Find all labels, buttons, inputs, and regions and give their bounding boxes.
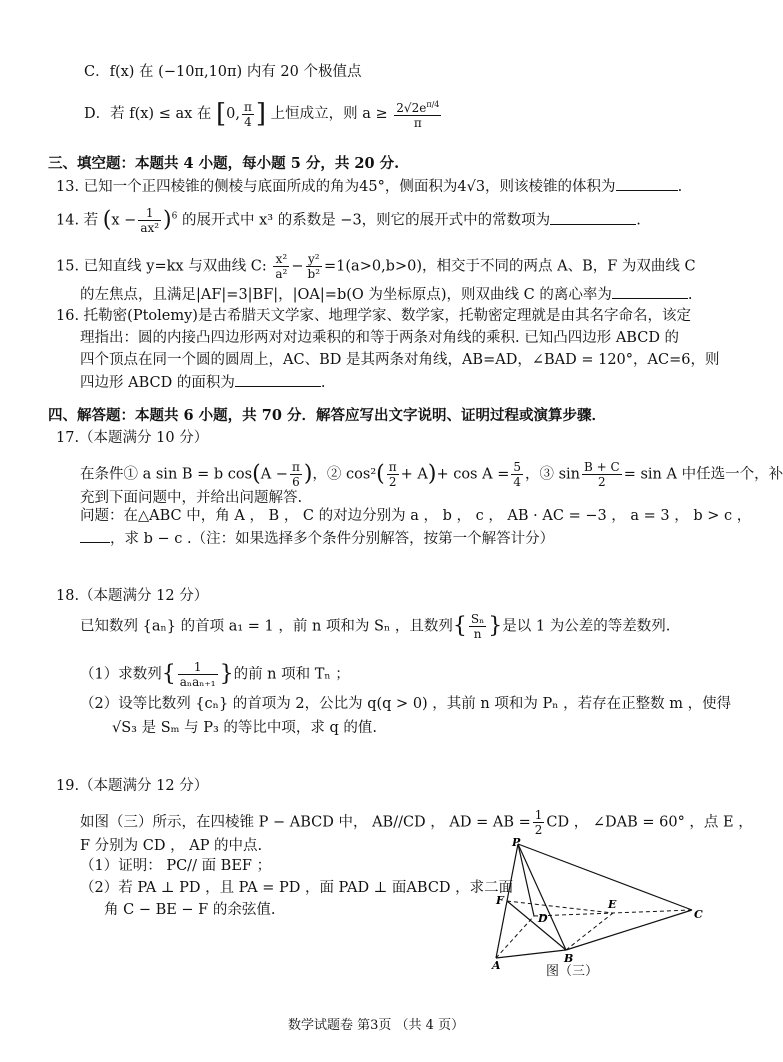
- q18-part2-line2: √S₃ 是 Sₘ 与 P₃ 的等比中项，求 q 的值.: [112, 720, 378, 736]
- q17-line3: 问题：在△ABC 中，角 A ， B ， C 的对边分别为 a ， b ， c ， AB · AC = −3 ， a = 3 ， b > c ，: [80, 508, 752, 524]
- question-15-line1: [56, 252, 696, 281]
- label-P: P: [512, 836, 521, 849]
- q17-cond2: ，② cos²: [312, 466, 377, 483]
- frac-d-answer: $\frac{2√2e^{\pi/4}}{\pi}$: [396, 100, 440, 130]
- frac-1-2: $\frac{1}{2}$: [534, 808, 543, 837]
- a-minus: A −: [260, 466, 288, 483]
- bracket-open: [: [216, 99, 227, 129]
- q19-part1: （1）证明： PC// 面 BEF ；: [80, 858, 272, 874]
- q16-line2: 理指出：圆的内接凸四边形两对对边乘积的和等于两条对角线的乘积. 已知凸四边形 ABCD 的: [80, 330, 680, 346]
- q17-line4: [80, 528, 554, 549]
- q19-line1: [80, 808, 753, 837]
- q17-cond1: 在条件① a sin B = b cos: [80, 466, 253, 483]
- brace-close: }: [219, 661, 234, 687]
- frac-1-anan1: $\frac{1}{\text{aₙaₙ₊₁}}$: [179, 660, 216, 689]
- edge-PD: [518, 844, 534, 916]
- label-C: C: [694, 908, 703, 921]
- brace-open: {: [452, 613, 467, 639]
- label-D: D: [538, 912, 548, 925]
- paren-open: (: [102, 207, 112, 233]
- q17-cond3: ，③ sin: [524, 466, 581, 483]
- frac-1-ax2: $\frac{1}{\text{ax²}}$: [140, 206, 160, 235]
- frac-pi-2: $\frac{\pi}{2}$: [388, 460, 397, 489]
- q14-prefix: 14. 若: [56, 212, 99, 229]
- q14-answer-blank[interactable]: [550, 210, 636, 225]
- bracket-close: ]: [255, 99, 267, 129]
- q16-line4: 四边形 ABCD 的面积为 .: [80, 372, 325, 393]
- frac-pi-6: $\frac{\pi}{6}$: [291, 460, 300, 489]
- q17-conditions: [80, 460, 783, 489]
- label-F: F: [496, 894, 504, 907]
- edge-AB: [496, 950, 566, 958]
- q15-part-a: 15. 已知直线 y=kx 与双曲线 C:: [56, 258, 267, 275]
- figure-caption: 图（三）: [546, 964, 599, 979]
- q17-condition-blank[interactable]: [80, 528, 110, 543]
- paren-open: (: [376, 461, 385, 487]
- q19-given-b: CD ， ∠DAB = 60° ，点 E ，: [546, 814, 753, 831]
- frac-5-4: $\frac{5}{4}$: [513, 460, 521, 489]
- q18-given: 已知数列 {aₙ} 的首项 a₁ = 1 ，前 n 项和为 Sₙ ，且数列: [80, 618, 453, 635]
- minus-sign: −: [291, 258, 304, 275]
- q17-cond3b: = sin A 中任选一个，补: [623, 466, 783, 483]
- q16-line1: 16. 托勒密(Ptolemy)是古希腊天文学家、地理学家、数学家，托勒密定理就是由其名字命名，该定: [56, 308, 691, 324]
- label-E: E: [608, 898, 617, 911]
- q19-given-a: 如图（三）所示，在四棱锥 P − ABCD 中， AB//CD ， AD = AB =: [80, 814, 531, 831]
- question-14: 14. 若 (x − $\frac{1}{\text{ax²}}$ )$^6$ 的展开式中 x³ 的系数是 −3，则它的展开式中的常数项为 .: [56, 206, 641, 235]
- page-footer: 数学试题卷 第3页 （共 4 页）: [288, 1018, 465, 1033]
- q15-answer-blank[interactable]: [612, 284, 688, 299]
- option-d-prefix: D．若 f(x) ≤ ax 在: [84, 106, 212, 122]
- q17-heading: 17.（本题满分 10 分）: [56, 430, 209, 446]
- option-c: C．f(x) 在 (−10π,10π) 内有 20 个极值点: [84, 64, 362, 80]
- question-15-line2: 的左焦点，且满足|AF|=3|BF|，|OA|=b(O 为坐标原点)，则双曲线 C 的离心率为 .: [80, 284, 692, 305]
- edge-FB: [507, 901, 566, 950]
- q14-suffix: 的展开式中 x³ 的系数是 −3，则它的展开式中的常数项为: [181, 212, 551, 229]
- q18-part2-line1: （2）设等比数列 {cₙ} 的首项为 2，公比为 q(q > 0) ，其前 n 项和为 Pₙ ，若存在正整数 m ，使得: [80, 696, 732, 712]
- q15-part-c: 的左焦点，且满足|AF|=3|BF|，|OA|=b(O 为坐标原点)，则双曲线 C 的离心率为: [80, 287, 612, 303]
- q13-answer-blank[interactable]: [616, 176, 678, 191]
- paren-close: ): [163, 207, 172, 233]
- q18-given-b: 是以 1 为公差的等差数列.: [502, 618, 671, 635]
- label-A: A: [492, 959, 501, 972]
- option-d: [84, 98, 443, 130]
- q18-line1: [80, 612, 670, 641]
- interval-zero: 0,: [226, 106, 241, 122]
- edge-BC: [566, 910, 692, 950]
- brace-open: {: [161, 661, 176, 687]
- q18-heading: 18.（本题满分 12 分）: [56, 588, 209, 604]
- frac-y2-b2: $\frac{\text{y²}}{\text{b²}}$: [307, 252, 321, 281]
- q16-text: 四边形 ABCD 的面积为: [80, 375, 235, 391]
- paren-close: ): [427, 461, 437, 487]
- plus-a: + A: [400, 466, 428, 483]
- q18-part1-b: 的前 n 项和 Tₙ ；: [233, 666, 350, 683]
- question-13: 13. 已知一个正四棱锥的侧棱与底面所成的角为45°，侧面积为4√3，则该棱锥的体积为 .: [56, 176, 682, 197]
- q16-line3: 四个顶点在同一个圆的圆周上，AC、BD 是其两条对角线，AB=AD，∠BAD = 120°，AC=6，则: [80, 352, 720, 368]
- frac-bc-2: $\frac{B + C}{2}$: [584, 460, 620, 489]
- q19-part2-line2: 角 C − BE − F 的余弦值.: [104, 902, 276, 918]
- option-d-middle: 上恒成立，则 a ≥: [270, 106, 388, 122]
- q13-text: 13. 已知一个正四棱锥的侧棱与底面所成的角为45°，侧面积为4√3，则该棱锥的体积为: [56, 179, 616, 195]
- q17-cond2b: + cos A =: [436, 466, 510, 483]
- brace-close: }: [488, 613, 503, 639]
- edge-AD: [496, 916, 534, 958]
- edge-FE: [507, 901, 613, 913]
- q19-line2: F 分别为 CD ， AP 的中点.: [80, 838, 263, 854]
- frac-sn-n: $\frac{\text{Sₙ}}{n}$: [470, 612, 485, 641]
- edge-PC: [518, 844, 692, 910]
- q15-part-b: =1(a>0,b>0)，相交于不同的两点 A、B，F 为双曲线 C: [324, 258, 696, 275]
- q18-part1-a: （1）求数列: [80, 666, 162, 683]
- paren-close: ): [303, 461, 313, 487]
- section-3-heading: 三、填空题：本题共 4 小题，每小题 5 分，共 20 分.: [48, 155, 400, 172]
- frac-pi-4: $\frac{\pi}{4}$: [244, 99, 252, 129]
- pyramid-figure: [486, 836, 708, 972]
- q17-line2: 充到下面问题中，并给出问题解答.: [80, 490, 303, 506]
- q18-part1: [80, 660, 350, 689]
- q19-part2-line1: （2）若 PA ⊥ PD ，且 PA = PD ，面 PAD ⊥ 面ABCD ，求二面: [80, 880, 514, 896]
- q19-heading: 19.（本题满分 12 分）: [56, 778, 209, 794]
- label-B: B: [564, 952, 574, 965]
- frac-x2-a2: $\frac{\text{x²}}{\text{a²}}$: [275, 252, 288, 281]
- edge-BE: [566, 913, 613, 950]
- paren-open: (: [252, 461, 261, 487]
- q17-task: ，求 b − c .（注：如果选择多个条件分别解答，按第一个解答计分）: [110, 531, 555, 547]
- q14-power: 6: [171, 211, 178, 222]
- q14-x: x −: [111, 212, 137, 229]
- section-4-heading: 四、解答题：本题共 6 小题，共 70 分．解答应写出文字说明、证明过程或演算步骤．: [48, 407, 606, 424]
- q16-answer-blank[interactable]: [235, 372, 321, 387]
